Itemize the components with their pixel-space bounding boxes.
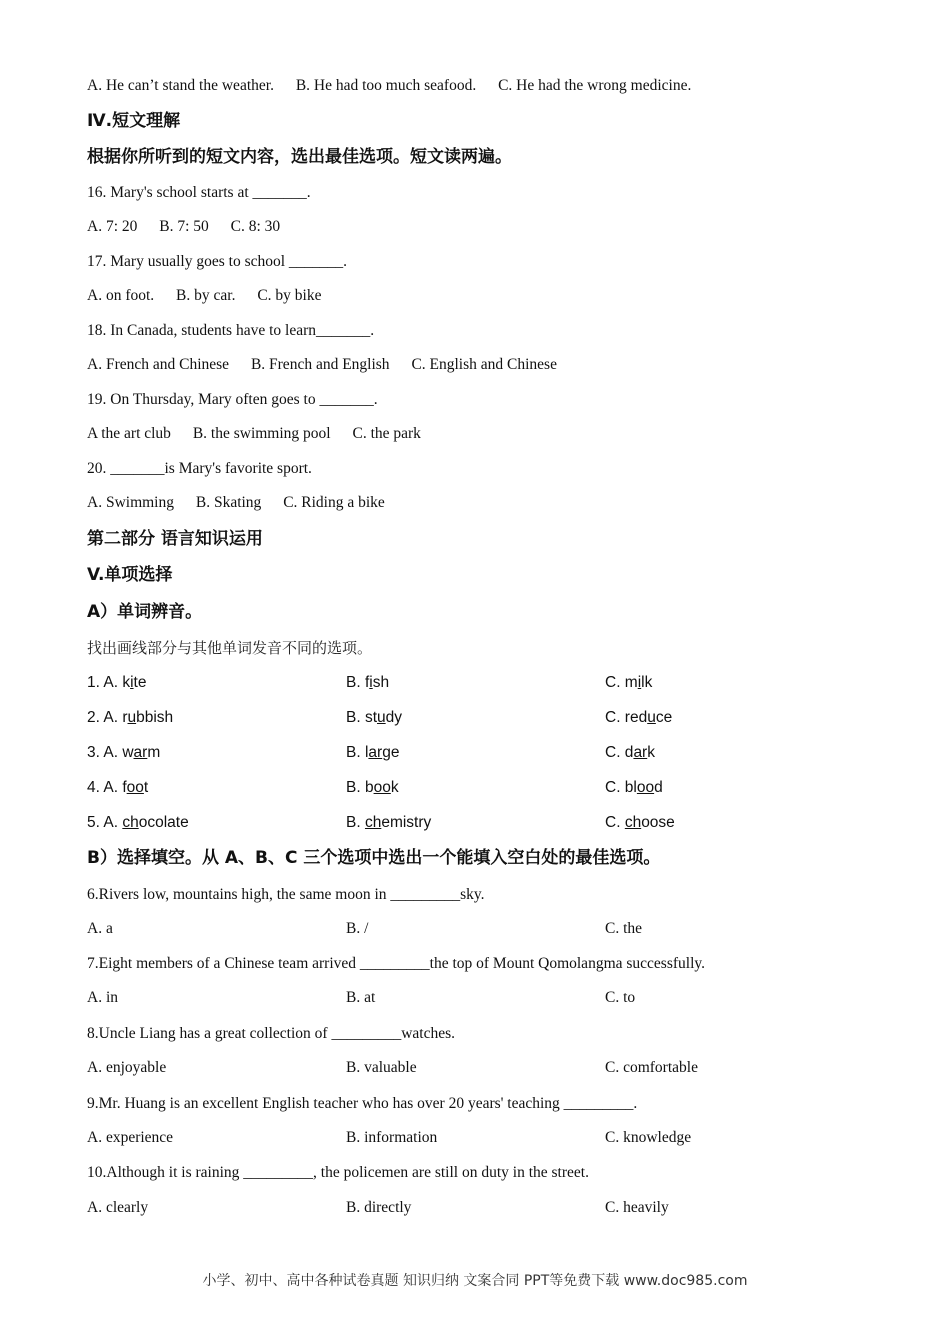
partA-q5-option-b: B. chemistry bbox=[346, 814, 432, 831]
partB-q8-option-b: B. valuable bbox=[346, 1059, 417, 1076]
partB-q9-option-a: A. experience bbox=[87, 1129, 174, 1146]
partA-q2-option-a: 2. A. rubbish bbox=[87, 709, 174, 726]
partB-q9-stem: 9.Mr. Huang is an excellent English teacher who has over 20 years' teaching _________. bbox=[87, 1095, 638, 1112]
partA-q3-option-b: B. large bbox=[346, 744, 400, 761]
partA-q2-option-c: C. reduce bbox=[605, 709, 673, 726]
q15-option-c: C. He had the wrong medicine. bbox=[498, 77, 692, 94]
q16-stem: 16. Mary's school starts at _______. bbox=[87, 184, 311, 201]
q18-options bbox=[87, 355, 557, 375]
q19-options bbox=[87, 424, 421, 444]
partB-q8-option-c: C. comfortable bbox=[605, 1059, 698, 1076]
partB-q6-option-c: C. the bbox=[605, 920, 643, 937]
partB-q10-option-a: A. clearly bbox=[87, 1199, 149, 1216]
partB-q7-stem: 7.Eight members of a Chinese team arrived _________the top of Mount Qomolangma successfully. bbox=[87, 955, 706, 972]
partB-q7-option-c: C. to bbox=[605, 989, 636, 1006]
partB-q6-option-a: A. a bbox=[87, 920, 113, 937]
partA-q1-option-b: B. fish bbox=[346, 674, 390, 691]
partA-q3-option-c: C. dark bbox=[605, 744, 655, 761]
partB-q9-option-c: C. knowledge bbox=[605, 1129, 692, 1146]
partB-q10-stem: 10.Although it is raining _________, the policemen are still on duty in the street. bbox=[87, 1164, 589, 1181]
q17-option-c: C. by bike bbox=[257, 287, 322, 304]
partB-q10-option-c: C. heavily bbox=[605, 1199, 669, 1216]
q18-option-c: C. English and Chinese bbox=[411, 356, 557, 373]
partB-q6-stem: 6.Rivers low, mountains high, the same moon in _________sky. bbox=[87, 886, 485, 903]
q17-option-b: B. by car. bbox=[176, 287, 236, 304]
partB-q8-stem: 8.Uncle Liang has a great collection of _________watches. bbox=[87, 1025, 456, 1042]
q20-option-b: B. Skating bbox=[195, 494, 262, 511]
q15-option-b: B. He had too much seafood. bbox=[295, 77, 477, 94]
q20-option-c: C. Riding a bike bbox=[283, 494, 385, 511]
q16-option-c: C. 8: 30 bbox=[230, 218, 281, 235]
q20-stem: 20. _______is Mary's favorite sport. bbox=[87, 460, 312, 477]
q16-option-a: A. 7: 20 bbox=[87, 218, 138, 235]
partA-q5-option-a: 5. A. chocolate bbox=[87, 814, 189, 831]
section5-title: V.单项选择 bbox=[87, 565, 173, 585]
section4-title: Ⅳ.短文理解 bbox=[87, 111, 181, 131]
partB-title: B）选择填空。从 A、B、C 三个选项中选出一个能填入空白处的最佳选项。 bbox=[87, 848, 661, 868]
q18-option-b: B. French and English bbox=[250, 356, 390, 373]
partB-q9-option-b: B. information bbox=[346, 1129, 438, 1146]
partA-q5-option-c: C. choose bbox=[605, 814, 675, 831]
partA-q1-option-c: C. milk bbox=[605, 674, 653, 691]
q18-stem: 18. In Canada, students have to learn_______. bbox=[87, 322, 375, 339]
q19-option-a: A the art club bbox=[87, 425, 171, 442]
q19-option-b: B. the swimming pool bbox=[192, 425, 331, 442]
partA-q2-option-b: B. study bbox=[346, 709, 403, 726]
partA-q4-option-c: C. blood bbox=[605, 779, 663, 796]
partB-q7-option-a: A. in bbox=[87, 989, 118, 1006]
q19-option-c: C. the park bbox=[352, 425, 421, 442]
q18-option-a: A. French and Chinese bbox=[87, 356, 230, 373]
page-footer: 小学、初中、高中各种试卷真题 知识归纳 文案合同 PPT等免费下载 www.doc985.com bbox=[202, 1273, 748, 1289]
q16-option-b: B. 7: 50 bbox=[159, 218, 209, 235]
partA-q3-option-a: 3. A. warm bbox=[87, 744, 161, 761]
q17-options bbox=[87, 286, 321, 306]
partA-title: A）单词辨音。 bbox=[87, 602, 203, 622]
partB-q10-option-b: B. directly bbox=[346, 1199, 412, 1216]
section4-instruction: 根据你所听到的短文内容，选出最佳选项。短文读两遍。 bbox=[87, 147, 512, 167]
partA-instruction: 找出画线部分与其他单词发音不同的选项。 bbox=[87, 639, 373, 657]
q16-options bbox=[87, 217, 280, 237]
partB-q6-option-b: B. / bbox=[346, 920, 369, 937]
q17-stem: 17. Mary usually goes to school _______. bbox=[87, 253, 348, 270]
q15-options-line bbox=[87, 76, 691, 96]
partB-q8-option-a: A. enjoyable bbox=[87, 1059, 167, 1076]
part2-title: 第二部分 语言知识运用 bbox=[87, 529, 263, 549]
q17-option-a: A. on foot. bbox=[87, 287, 155, 304]
q15-option-a: A. He can’t stand the weather. bbox=[87, 77, 274, 94]
partB-q7-option-b: B. at bbox=[346, 989, 376, 1006]
partA-q1-option-a: 1. A. kite bbox=[87, 674, 147, 691]
partA-q4-option-a: 4. A. foot bbox=[87, 779, 149, 796]
q20-options bbox=[87, 493, 385, 513]
q20-option-a: A. Swimming bbox=[87, 494, 174, 511]
partA-q4-option-b: B. book bbox=[346, 779, 399, 796]
q19-stem: 19. On Thursday, Mary often goes to _______. bbox=[87, 391, 378, 408]
